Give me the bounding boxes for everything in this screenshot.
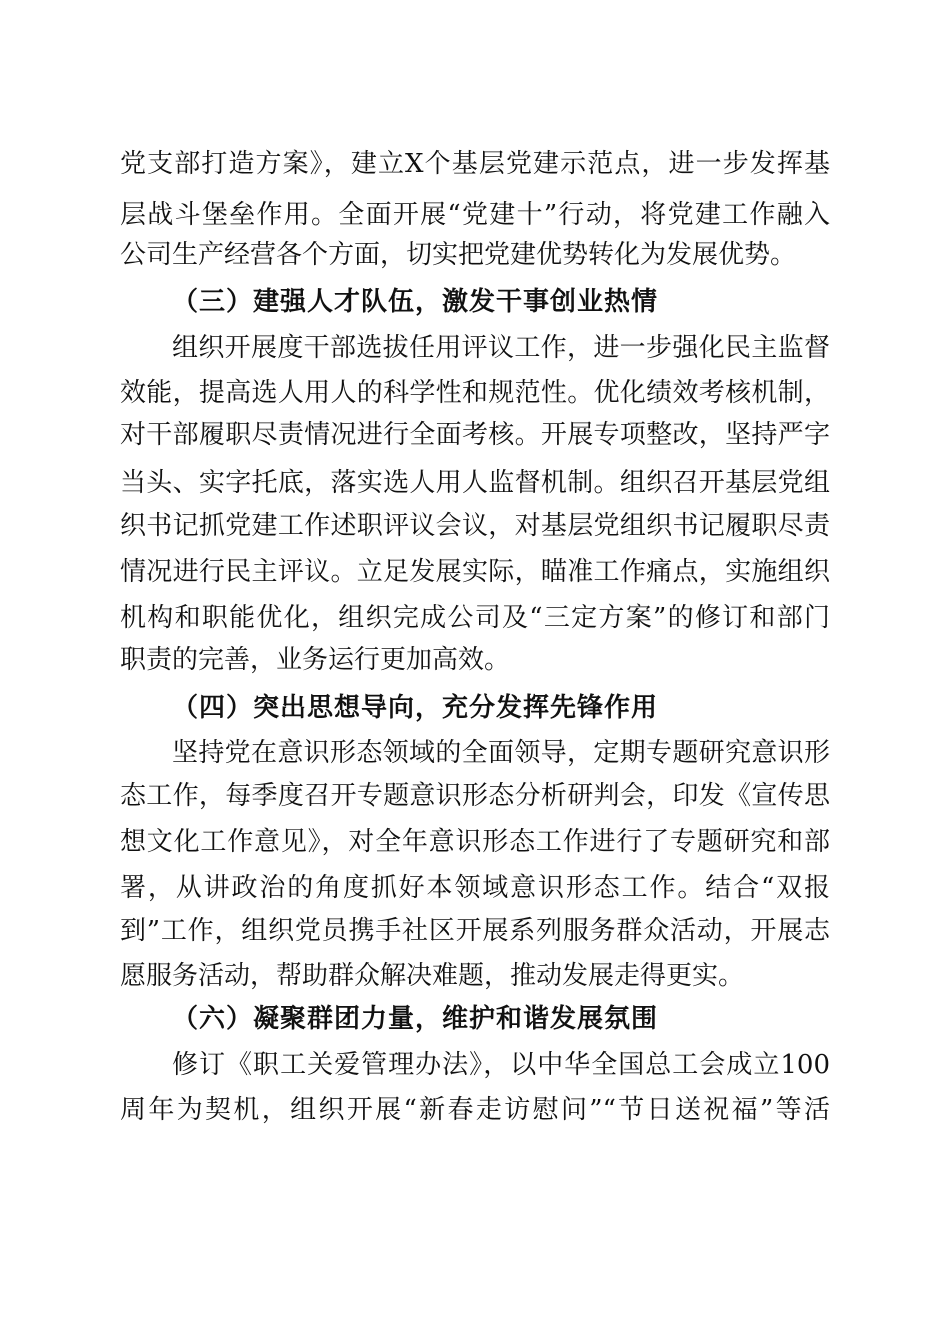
section-heading: （四）突出思想导向，充分发挥先锋作用 — [172, 693, 659, 723]
paragraph-line: 对干部履职尽责情况进行全面考核。开展专项整改，坚持严字 — [120, 420, 830, 450]
paragraph-line: 情况进行民主评议。立足发展实际，瞄准工作痛点，实施组织 — [120, 557, 830, 587]
paragraph-line: 党支部打造方案》，建立X个基层党建示范点，进一步发挥基 — [120, 149, 830, 179]
paragraph-line: 职责的完善，业务运行更加高效。 — [120, 645, 511, 675]
paragraph-line: 坚持党在意识形态领域的全面领导，定期专题研究意识形 — [172, 738, 830, 768]
paragraph-line: 愿服务活动，帮助群众解决难题，推动发展走得更实。 — [120, 961, 745, 991]
paragraph-line: 周年为契机，组织开展“新春走访慰问”“节日送祝福”等活 — [120, 1095, 830, 1125]
section-heading: （三）建强人才队伍，激发干事创业热情 — [172, 287, 659, 317]
section-heading: （六）凝聚群团力量，维护和谐发展氛围 — [172, 1004, 659, 1034]
paragraph-line: 态工作，每季度召开专题意识形态分析研判会，印发《宣传思 — [120, 781, 830, 811]
paragraph-line: 修订《职工关爱管理办法》，以中华全国总工会成立100 — [172, 1050, 830, 1080]
paragraph-line: 当头、实字托底，落实选人用人监督机制。组织召开基层党组 — [120, 468, 830, 498]
paragraph-line: 组织开展度干部选拔任用评议工作，进一步强化民主监督 — [172, 333, 830, 363]
paragraph-line: 织书记抓党建工作述职评议会议，对基层党组织书记履职尽责 — [120, 511, 830, 541]
paragraph-line: 层战斗堡垒作用。全面开展“党建十”行动，将党建工作融入 — [120, 200, 830, 230]
paragraph-line: 机构和职能优化，组织完成公司及“三定方案”的修订和部门 — [120, 603, 830, 633]
paragraph-line: 到”工作，组织党员携手社区开展系列服务群众活动，开展志 — [120, 916, 830, 946]
paragraph-line: 想文化工作意见》，对全年意识形态工作进行了专题研究和部 — [120, 827, 830, 857]
paragraph-line: 效能，提高选人用人的科学性和规范性。优化绩效考核机制， — [120, 378, 830, 408]
paragraph-line: 公司生产经营各个方面，切实把党建优势转化为发展优势。 — [120, 240, 797, 270]
paragraph-line: 署，从讲政治的角度抓好本领域意识形态工作。结合“双报 — [120, 873, 830, 903]
